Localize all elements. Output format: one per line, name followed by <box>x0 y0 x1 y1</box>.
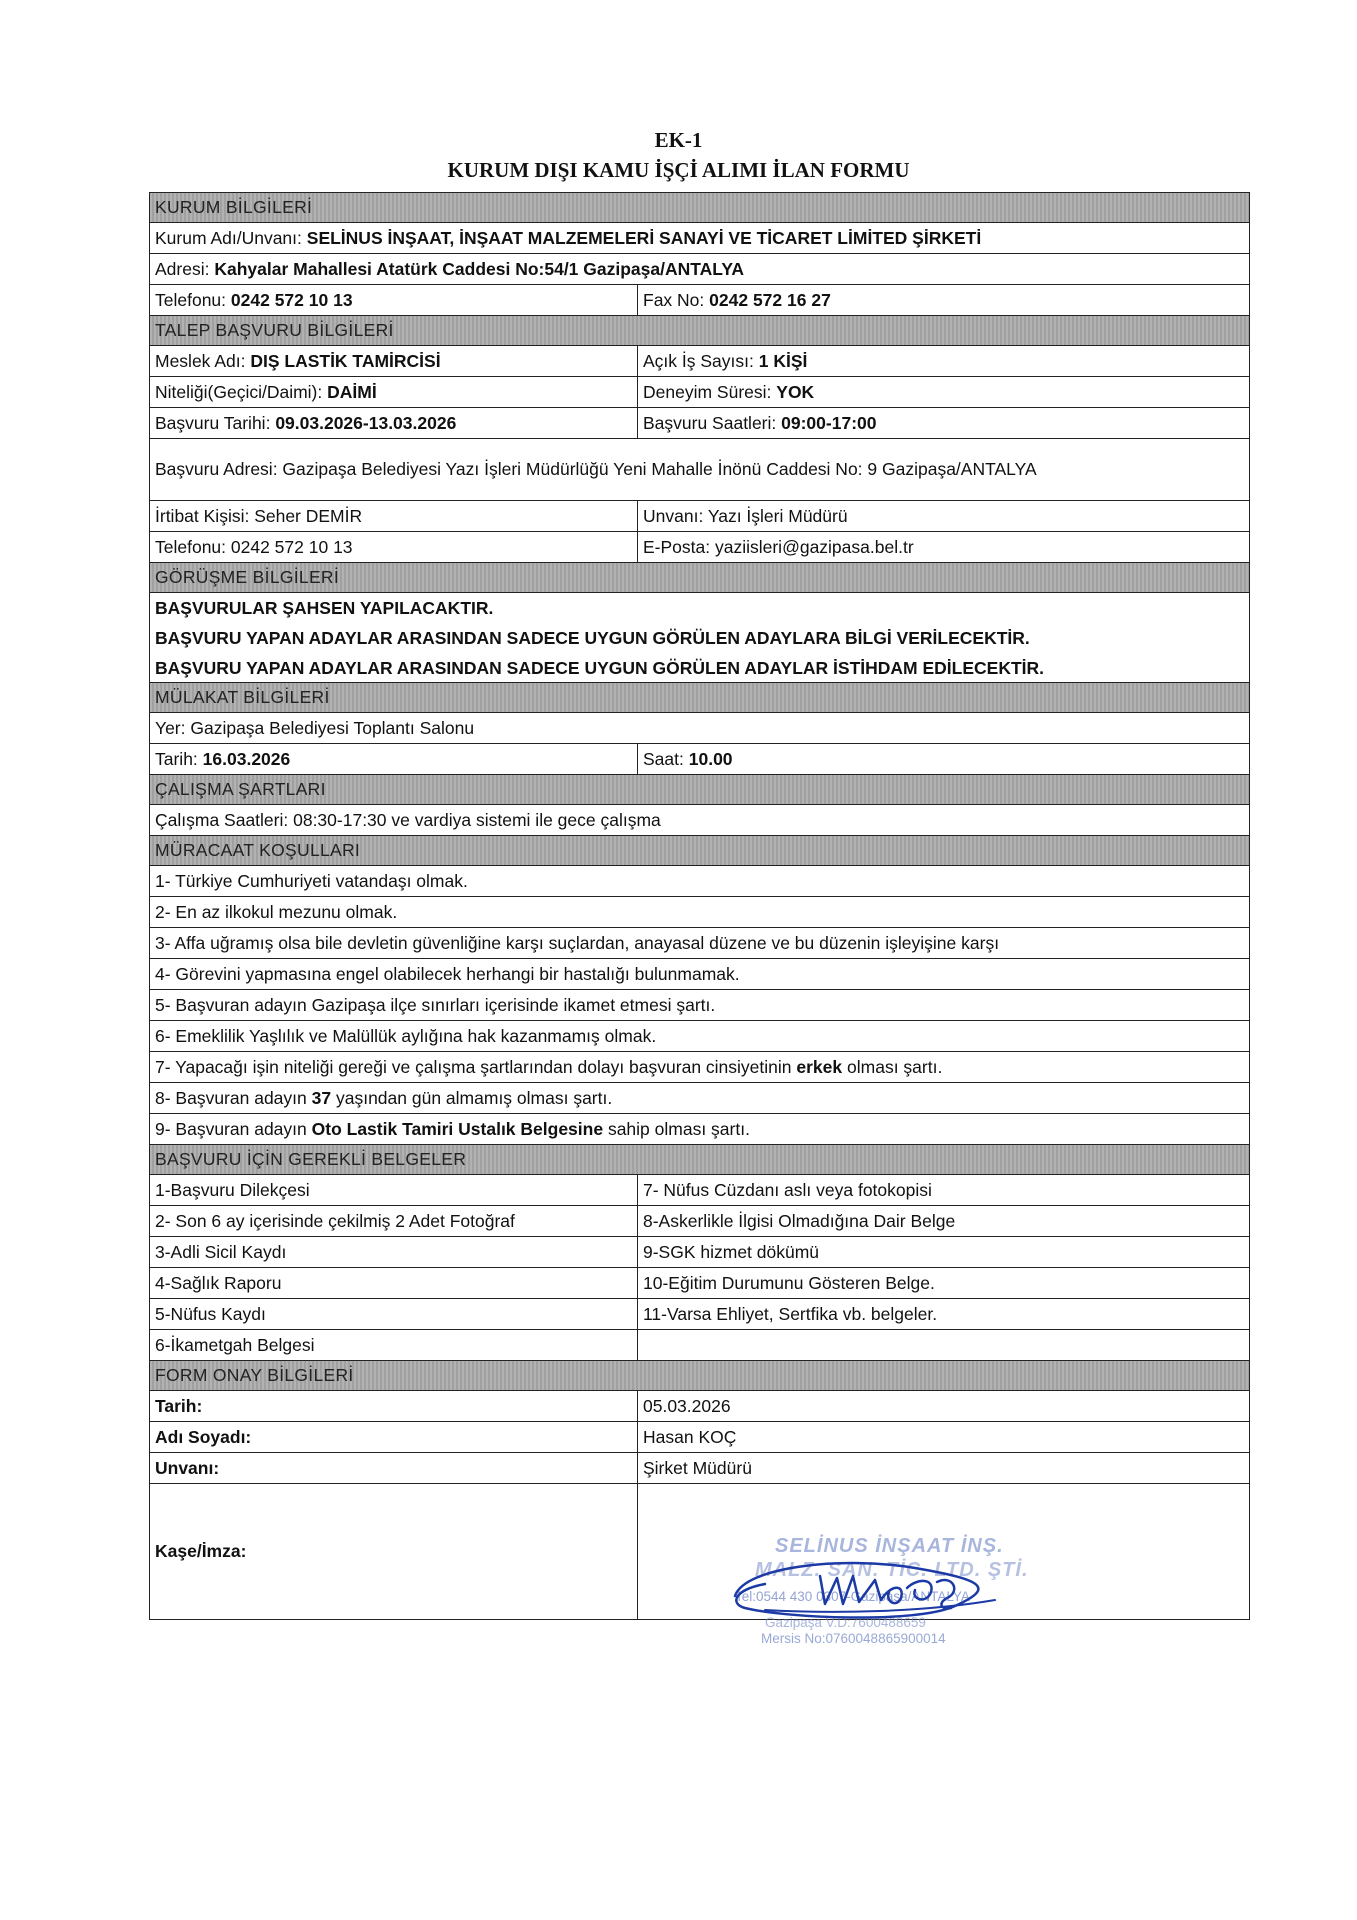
condition-row <box>150 1082 1249 1113</box>
interview-date-label: Tarih: <box>155 748 198 769</box>
kurum-name-label: Kurum Adı/Unvanı: <box>155 227 302 248</box>
document-item: 6-İkametgah Belgesi <box>155 1334 315 1355</box>
document-item: 3-Adli Sicil Kaydı <box>155 1241 287 1262</box>
stamp-line-5: Mersis No:0760048865900014 <box>761 1631 946 1646</box>
nature-label: Niteliği(Geçici/Daimi): <box>155 381 323 402</box>
openings-label: Açık İş Sayısı: <box>643 350 754 371</box>
condition-2: 2- En az ilkokul mezunu olmak. <box>155 901 398 922</box>
application-date: 09.03.2026-13.03.2026 <box>275 412 457 433</box>
condition-row <box>150 1113 1249 1144</box>
condition-row <box>150 1051 1249 1082</box>
condition-7: 7- Yapacağı işin niteliği gereği ve çalışma şartlarından dolayı başvuran cinsiyetinin erkek olması şartı. <box>155 1056 943 1077</box>
contact-phone: Telefonu: 0242 572 10 13 <box>155 536 353 557</box>
document-row <box>150 1236 1249 1267</box>
kurum-name: SELİNUS İNŞAAT, İNŞAAT MALZEMELERİ SANAYİ VE TİCARET LİMİTED ŞİRKETİ <box>306 227 982 248</box>
stamp-line-2: MALZ. SAN. TİC. LTD. ŞTİ. <box>755 1559 1029 1581</box>
job-label: Meslek Adı: <box>155 350 246 371</box>
condition-row <box>150 865 1249 896</box>
interview-place: Yer: Gazipaşa Belediyesi Toplantı Salonu <box>155 717 475 738</box>
document-item: 1-Başvuru Dilekçesi <box>155 1179 310 1200</box>
section-mulakat-header: MÜLAKAT BİLGİLERİ <box>150 682 1249 712</box>
row-mulakat-place <box>150 712 1249 743</box>
condition-row <box>150 958 1249 989</box>
job-posting-form <box>149 192 1250 1620</box>
condition-row <box>150 989 1249 1020</box>
condition-row <box>150 896 1249 927</box>
document-item: 5-Nüfus Kaydı <box>155 1303 266 1324</box>
row-kurum-name <box>150 222 1249 253</box>
row-contact-phone <box>150 531 1249 562</box>
row-working-hours <box>150 804 1249 835</box>
handwritten-signature <box>725 1548 1025 1628</box>
row-application-date <box>150 407 1249 438</box>
section-kurum-header: KURUM BİLGİLERİ <box>150 193 1249 222</box>
kurum-address: Kahyalar Mahallesi Atatürk Caddesi No:54/1 Gazipaşa/ANTALYA <box>214 258 745 279</box>
document-item: 10-Eğitim Durumunu Gösteren Belge. <box>637 1268 1249 1298</box>
contact-title: Unvanı: Yazı İşleri Müdürü <box>637 501 1249 531</box>
approval-date: 05.03.2026 <box>637 1391 1249 1421</box>
annex-label: EK-1 <box>654 128 703 152</box>
kurum-address-label: Adresi: <box>155 258 210 279</box>
condition-row <box>150 927 1249 958</box>
condition-4: 4- Görevini yapmasına engel olabilecek herhangi bir hastalığı bulunmamak. <box>155 963 740 984</box>
row-gorusme-info <box>150 592 1249 682</box>
condition-6: 6- Emeklilik Yaşlılık ve Malüllük aylığına hak kazanmamış olmak. <box>155 1025 657 1046</box>
experience: YOK <box>776 381 815 402</box>
row-onay-name <box>150 1421 1249 1452</box>
interview-date: 16.03.2026 <box>202 748 291 769</box>
row-kurum-phone <box>150 284 1249 315</box>
approver-name-label: Adı Soyadı: <box>155 1426 252 1447</box>
kurum-fax: 0242 572 16 27 <box>709 289 831 310</box>
approver-title-label: Unvanı: <box>155 1457 220 1478</box>
interview-time-label: Saat: <box>643 748 684 769</box>
document-item: 2- Son 6 ay içerisinde çekilmiş 2 Adet Fotoğraf <box>155 1210 515 1231</box>
document-item: 8-Askerlikle İlgisi Olmadığına Dair Belge <box>637 1206 1249 1236</box>
document-row <box>150 1267 1249 1298</box>
section-belgeler-header: BAŞVURU İÇİN GEREKLİ BELGELER <box>150 1144 1249 1174</box>
approver-name: Hasan KOÇ <box>637 1422 1249 1452</box>
application-address: Başvuru Adresi: Gazipaşa Belediyesi Yazı İşleri Müdürlüğü Yeni Mahalle İnönü Caddesi No: 9 Gazipaşa/ANTALYA <box>155 459 1037 479</box>
document-item: 7- Nüfus Cüzdanı aslı veya fotokopisi <box>637 1175 1249 1205</box>
section-talep-header: TALEP BAŞVURU BİLGİLERİ <box>150 315 1249 345</box>
condition-5: 5- Başvuran adayın Gazipaşa ilçe sınırları içerisinde ikamet etmesi şartı. <box>155 994 716 1015</box>
condition-8: 8- Başvuran adayın 37 yaşından gün almamış olması şartı. <box>155 1087 613 1108</box>
form-title: KURUM DIŞI KAMU İŞÇİ ALIMI İLAN FORMU <box>447 158 910 182</box>
stamp-line-3: Tel:0544 430 0307-Gazipaşa/ANTALYA <box>735 1589 970 1604</box>
document-item <box>637 1330 1249 1360</box>
document-item: 9-SGK hizmet dökümü <box>637 1237 1249 1267</box>
row-mulakat-date <box>150 743 1249 774</box>
kurum-phone: 0242 572 10 13 <box>230 289 353 310</box>
signature-label: Kaşe/İmza: <box>155 1541 247 1561</box>
application-hours: 09:00-17:00 <box>781 412 877 433</box>
approval-date-label: Tarih: <box>155 1395 203 1416</box>
condition-3: 3- Affa uğramış olsa bile devletin güvenliğine karşı suçlardan, anayasal düzene ve bu düzenin işleyişine karşı <box>155 932 1000 953</box>
document-row <box>150 1205 1249 1236</box>
row-application-address <box>150 438 1249 500</box>
working-hours: Çalışma Saatleri: 08:30-17:30 ve vardiya sistemi ile gece çalışma <box>155 809 661 830</box>
condition-1: 1- Türkiye Cumhuriyeti vatandaşı olmak. <box>155 870 468 891</box>
kurum-phone-label: Telefonu: <box>155 289 227 310</box>
gorusme-line-3: BAŞVURU YAPAN ADAYLAR ARASINDAN SADECE UYGUN GÖRÜLEN ADAYLAR İSTİHDAM EDİLECEKTİR. <box>155 657 1045 678</box>
stamp-line-4: Gazipaşa V.D:7600488659 <box>765 1615 926 1630</box>
document-row <box>150 1174 1249 1205</box>
stamp-line-1: SELİNUS İNŞAAT İNŞ. <box>775 1535 1004 1557</box>
contact-person: İrtibat Kişisi: Seher DEMİR <box>155 505 363 526</box>
row-job <box>150 345 1249 376</box>
condition-row <box>150 1020 1249 1051</box>
kurum-fax-label: Fax No: <box>643 289 705 310</box>
section-onay-header: FORM ONAY BİLGİLERİ <box>150 1360 1249 1390</box>
application-date-label: Başvuru Tarihi: <box>155 412 271 433</box>
row-onay-signature <box>150 1483 1249 1619</box>
gorusme-line-2: BAŞVURU YAPAN ADAYLAR ARASINDAN SADECE UYGUN GÖRÜLEN ADAYLARA BİLGİ VERİLECEKTİR. <box>155 627 1030 648</box>
row-onay-date <box>150 1390 1249 1421</box>
row-contact <box>150 500 1249 531</box>
section-gorusme-header: GÖRÜŞME BİLGİLERİ <box>150 562 1249 592</box>
condition-9: 9- Başvuran adayın Oto Lastik Tamiri Ustalık Belgesine sahip olması şartı. <box>155 1118 750 1139</box>
openings: 1 KİŞİ <box>758 350 808 371</box>
document-row <box>150 1329 1249 1360</box>
interview-time: 10.00 <box>688 748 733 769</box>
section-muracaat-header: MÜRACAAT KOŞULLARI <box>150 835 1249 865</box>
document-item: 11-Varsa Ehliyet, Sertfika vb. belgeler. <box>637 1299 1249 1329</box>
approver-title: Şirket Müdürü <box>637 1453 1249 1483</box>
contact-email: E-Posta: yaziisleri@gazipasa.bel.tr <box>637 532 1249 562</box>
document-row <box>150 1298 1249 1329</box>
nature: DAİMİ <box>327 381 377 402</box>
row-onay-title <box>150 1452 1249 1483</box>
experience-label: Deneyim Süresi: <box>643 381 772 402</box>
job-name: DIŞ LASTİK TAMİRCİSİ <box>250 350 441 371</box>
document-item: 4-Sağlık Raporu <box>155 1272 282 1293</box>
row-nature <box>150 376 1249 407</box>
application-hours-label: Başvuru Saatleri: <box>643 412 777 433</box>
row-kurum-address <box>150 253 1249 284</box>
gorusme-line-1: BAŞVURULAR ŞAHSEN YAPILACAKTIR. <box>155 597 494 618</box>
section-calisma-header: ÇALIŞMA ŞARTLARI <box>150 774 1249 804</box>
